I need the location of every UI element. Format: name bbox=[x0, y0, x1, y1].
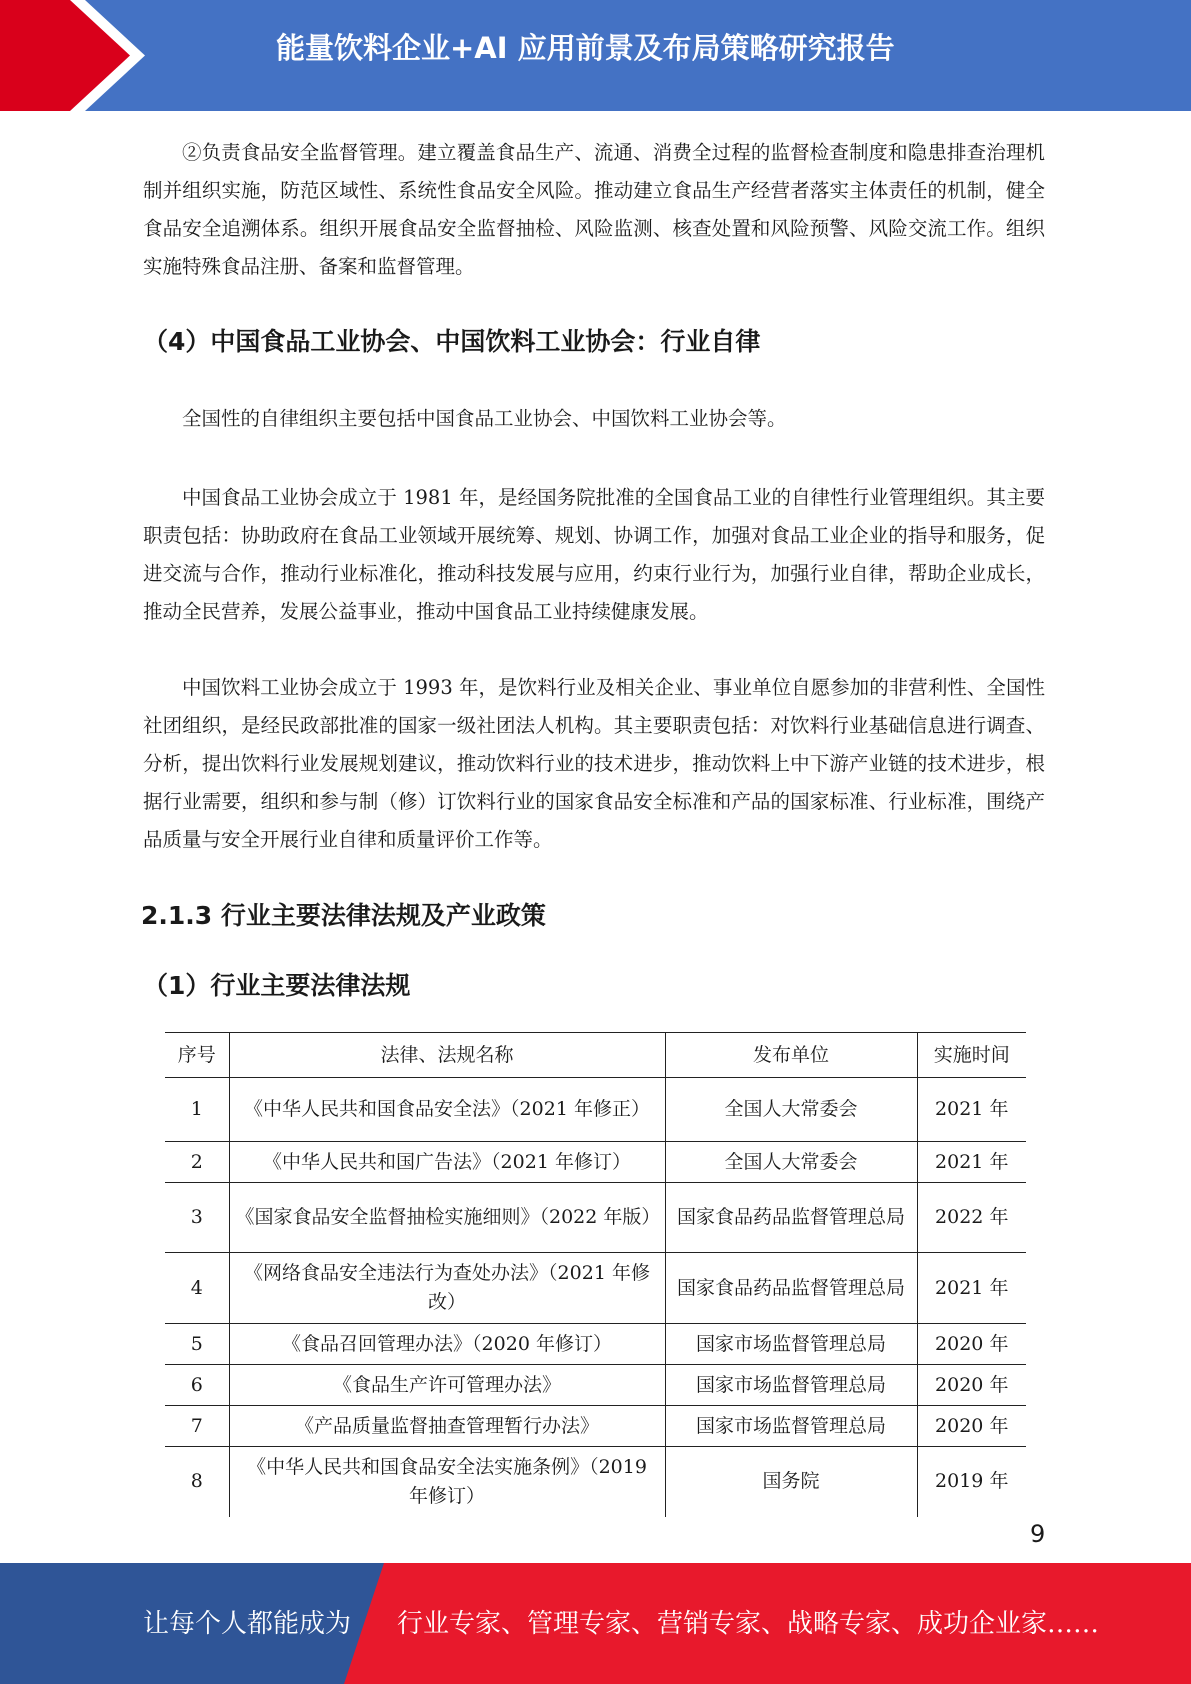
cell-law-name: 《网络食品安全违法行为查处办法》（2021 年修改） bbox=[229, 1253, 665, 1324]
laws-table bbox=[165, 1032, 1026, 1517]
section-heading-laws-policies: 2.1.3 行业主要法律法规及产业政策 bbox=[141, 901, 546, 930]
cell-date: 2022 年 bbox=[917, 1183, 1026, 1253]
cell-law-name: 《国家食品安全监督抽检实施细则》（2022 年版） bbox=[229, 1183, 665, 1253]
footer-slogan-right: 行业专家、管理专家、营销专家、战略专家、成功企业家…… bbox=[397, 1609, 1100, 1639]
cell-issuer: 国家食品药品监督管理总局 bbox=[665, 1253, 917, 1324]
table-row bbox=[165, 1142, 1026, 1183]
cell-date: 2020 年 bbox=[917, 1406, 1026, 1447]
cell-date: 2020 年 bbox=[917, 1365, 1026, 1406]
table-row bbox=[165, 1365, 1026, 1406]
cell-index: 1 bbox=[165, 1078, 229, 1142]
paragraph-self-discipline-orgs: 全国性的自律组织主要包括中国食品工业协会、中国饮料工业协会等。 bbox=[182, 407, 787, 430]
page-footer bbox=[0, 1563, 1191, 1684]
table-header-row bbox=[165, 1033, 1026, 1078]
report-title: 能量饮料企业+AI 应用前景及布局策略研究报告 bbox=[276, 31, 895, 65]
cell-date: 2021 年 bbox=[917, 1142, 1026, 1183]
paragraph-food-safety-supervision: ②负责食品安全监督管理。建立覆盖食品生产、流通、消费全过程的监督检查制度和隐患排查治理机制并组织实施，防范区域性、系统性食品安全风险。推动建立食品生产经营者落实主体责任的机制，健全食品安全追溯体系。组织开展食品安全监督抽检、风险监测、核查处置和风险预警、风险交流工作。组织实施特殊食品注册、备案和监督管理。 bbox=[143, 141, 1045, 278]
column-header-effective-date: 实施时间 bbox=[917, 1033, 1026, 1078]
footer-slogan-left: 让每个人都能成为 bbox=[143, 1609, 352, 1639]
cell-index: 8 bbox=[165, 1447, 229, 1517]
cell-issuer: 国家市场监督管理总局 bbox=[665, 1406, 917, 1447]
cell-date: 2020 年 bbox=[917, 1324, 1026, 1365]
cell-date: 2021 年 bbox=[917, 1078, 1026, 1142]
header-chevron-decoration bbox=[0, 0, 160, 111]
cell-index: 5 bbox=[165, 1324, 229, 1365]
cell-issuer: 全国人大常委会 bbox=[665, 1142, 917, 1183]
paragraph-beverage-industry-association: 中国饮料工业协会成立于 1993 年，是饮料行业及相关企业、事业单位自愿参加的非营利性、全国性社团组织，是经民政部批准的国家一级社团法人机构。其主要职责包括：对饮料行业基础信息进行调查、分析，提出饮料行业发展规划建议，推动饮料行业的技术进步，推动饮料上中下游产业链的技术进步，根据行业需要，组织和参与制（修）订饮料行业的国家食品安全标准和产品的国家标准、行业标准，围绕产品质量与安全开展行业自律和质量评价工作等。 bbox=[143, 676, 1045, 851]
table-row bbox=[165, 1253, 1026, 1324]
column-header-law-name: 法律、法规名称 bbox=[229, 1033, 665, 1078]
cell-law-name: 《中华人民共和国广告法》（2021 年修订） bbox=[229, 1142, 665, 1183]
page-header bbox=[0, 0, 1191, 111]
cell-index: 6 bbox=[165, 1365, 229, 1406]
cell-date: 2021 年 bbox=[917, 1253, 1026, 1324]
cell-index: 7 bbox=[165, 1406, 229, 1447]
table-row bbox=[165, 1324, 1026, 1365]
cell-law-name: 《中华人民共和国食品安全法实施条例》（2019 年修订） bbox=[229, 1447, 665, 1517]
table-row bbox=[165, 1078, 1026, 1142]
table-row bbox=[165, 1183, 1026, 1253]
cell-law-name: 《食品生产许可管理办法》 bbox=[229, 1365, 665, 1406]
heading-industry-self-discipline: （4）中国食品工业协会、中国饮料工业协会：行业自律 bbox=[143, 327, 761, 356]
cell-issuer: 国家市场监督管理总局 bbox=[665, 1324, 917, 1365]
cell-law-name: 《产品质量监督抽查管理暂行办法》 bbox=[229, 1406, 665, 1447]
table-row bbox=[165, 1406, 1026, 1447]
cell-law-name: 《食品召回管理办法》（2020 年修订） bbox=[229, 1324, 665, 1365]
column-header-issuer: 发布单位 bbox=[665, 1033, 917, 1078]
cell-issuer: 全国人大常委会 bbox=[665, 1078, 917, 1142]
cell-issuer: 国家市场监督管理总局 bbox=[665, 1365, 917, 1406]
cell-issuer: 国务院 bbox=[665, 1447, 917, 1517]
cell-index: 4 bbox=[165, 1253, 229, 1324]
cell-index: 3 bbox=[165, 1183, 229, 1253]
paragraph-food-industry-association: 中国食品工业协会成立于 1981 年，是经国务院批准的全国食品工业的自律性行业管理组织。其主要职责包括：协助政府在食品工业领域开展统筹、规划、协调工作，加强对食品工业企业的指导和服务，促进交流与合作，推动行业标准化，推动科技发展与应用，约束行业行为，加强行业自律，帮助企业成长，推动全民营养，发展公益事业，推动中国食品工业持续健康发展。 bbox=[143, 486, 1045, 623]
cell-date: 2019 年 bbox=[935, 1470, 1009, 1493]
cell-index: 2 bbox=[165, 1142, 229, 1183]
table-row bbox=[165, 1447, 1026, 1517]
subheading-main-laws: （1）行业主要法律法规 bbox=[143, 971, 411, 1000]
cell-law-name: 《中华人民共和国食品安全法》（2021 年修正） bbox=[229, 1078, 665, 1142]
column-header-index: 序号 bbox=[165, 1033, 229, 1078]
page-number: 9 bbox=[1030, 1520, 1046, 1548]
cell-issuer: 国家食品药品监督管理总局 bbox=[665, 1183, 917, 1253]
